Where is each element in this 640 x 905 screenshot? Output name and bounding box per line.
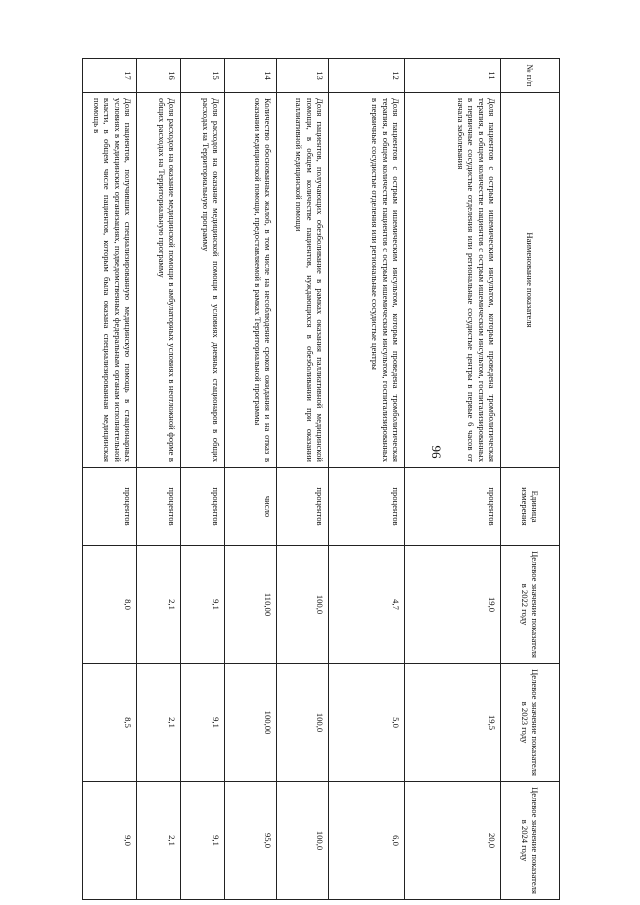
header-2023: Целевое значение показателя в 2023 году [501,664,560,782]
indicator-name: Доля расходов на оказание медицинской помощи в условиях дневных стационаров в общих расходах на Территориальную программу [181,93,225,468]
header-unit: Единица измерения [501,468,560,546]
indicator-unit: процентов [181,468,225,546]
table-row [83,59,137,900]
indicator-unit: процентов [83,468,137,546]
indicator-unit: процентов [277,468,329,546]
value-2024: 6,0 [329,782,405,900]
value-2022: 2,1 [137,546,181,664]
value-2023: 2,1 [137,664,181,782]
header-name: Наименование показателя [501,93,560,468]
value-2023: 100,00 [225,664,277,782]
row-number: 16 [137,59,181,93]
value-2023: 9,1 [181,664,225,782]
indicator-name: Доля пациентов, получающих обезболивание в рамках оказания паллиативной медицинской помощи, в общем количестве пациентов, нуждающихся в обезболивании при оказании паллиативной медицинской помощи [277,93,329,468]
table-row [137,59,181,900]
indicator-unit: число [225,468,277,546]
table-header-row [501,59,560,900]
value-2024: 2,1 [137,782,181,900]
row-number: 15 [181,59,225,93]
value-2023: 5,0 [329,664,405,782]
indicator-unit: процентов [405,468,501,546]
indicator-unit: процентов [137,468,181,546]
value-2023: 19,5 [405,664,501,782]
value-2022: 4,7 [329,546,405,664]
header-2022: Целевое значение показателя в 2022 году [501,546,560,664]
row-number: 17 [83,59,137,93]
indicator-name: Доля пациентов с острым ишемическим инсультом, которым проведена тромболитическая терапия, в общем количестве пациентов с острым ишемическим инсультом, госпитализированных в первичные сосудистые отделения или региональные сосудистые центры [329,93,405,468]
header-2024: Целевое значение показателя в 2024 году [501,782,560,900]
indicator-unit: процентов [329,468,405,546]
header-num: № п/п [501,59,560,93]
value-2024: 20,0 [405,782,501,900]
indicator-name: Доля пациентов, получивших специализированную медицинскую помощь в стационарных условиях в медицинских организациях, подведомственных федеральным органам исполнительной власти, в общем числе пациентов, которым была оказана специализированная медицинская помощь в [83,93,137,468]
value-2022: 19,0 [405,546,501,664]
value-2022: 110,00 [225,546,277,664]
value-2022: 9,1 [181,546,225,664]
table-row [329,59,405,900]
value-2024: 9,0 [83,782,137,900]
table-row [225,59,277,900]
indicators-table [82,58,560,900]
indicator-name: Количество обоснованных жалоб, в том числе на несоблюдение сроков ожидания и на отказ в оказании медицинской помощи, предоставляемой в рамках Территориальной программы [225,93,277,468]
row-number: 11 [405,59,501,93]
rotated-table-wrapper [90,58,560,899]
table-row [405,59,501,900]
row-number: 12 [329,59,405,93]
value-2023: 100,0 [277,664,329,782]
indicator-name: Доля пациентов с острым ишемическим инсультом, которым проведена тромболитическая терапия, в общем количестве пациентов с острым ишемическим инсультом, госпитализированных в первичные сосудистые отделения или региональные сосудистые центры в первые 6 часов от начала заболевания [405,93,501,468]
value-2022: 8,0 [83,546,137,664]
row-number: 13 [277,59,329,93]
value-2022: 100,0 [277,546,329,664]
value-2024: 95,0 [225,782,277,900]
value-2023: 8,5 [83,664,137,782]
table-row [277,59,329,900]
value-2024: 9,1 [181,782,225,900]
indicator-name: Доля расходов на оказание медицинской помощи в амбулаторных условиях в неотложной форме в общих расходах на Территориальную программу [137,93,181,468]
page-number: 96 [429,445,444,459]
value-2024: 100,0 [277,782,329,900]
row-number: 14 [225,59,277,93]
table-row [181,59,225,900]
